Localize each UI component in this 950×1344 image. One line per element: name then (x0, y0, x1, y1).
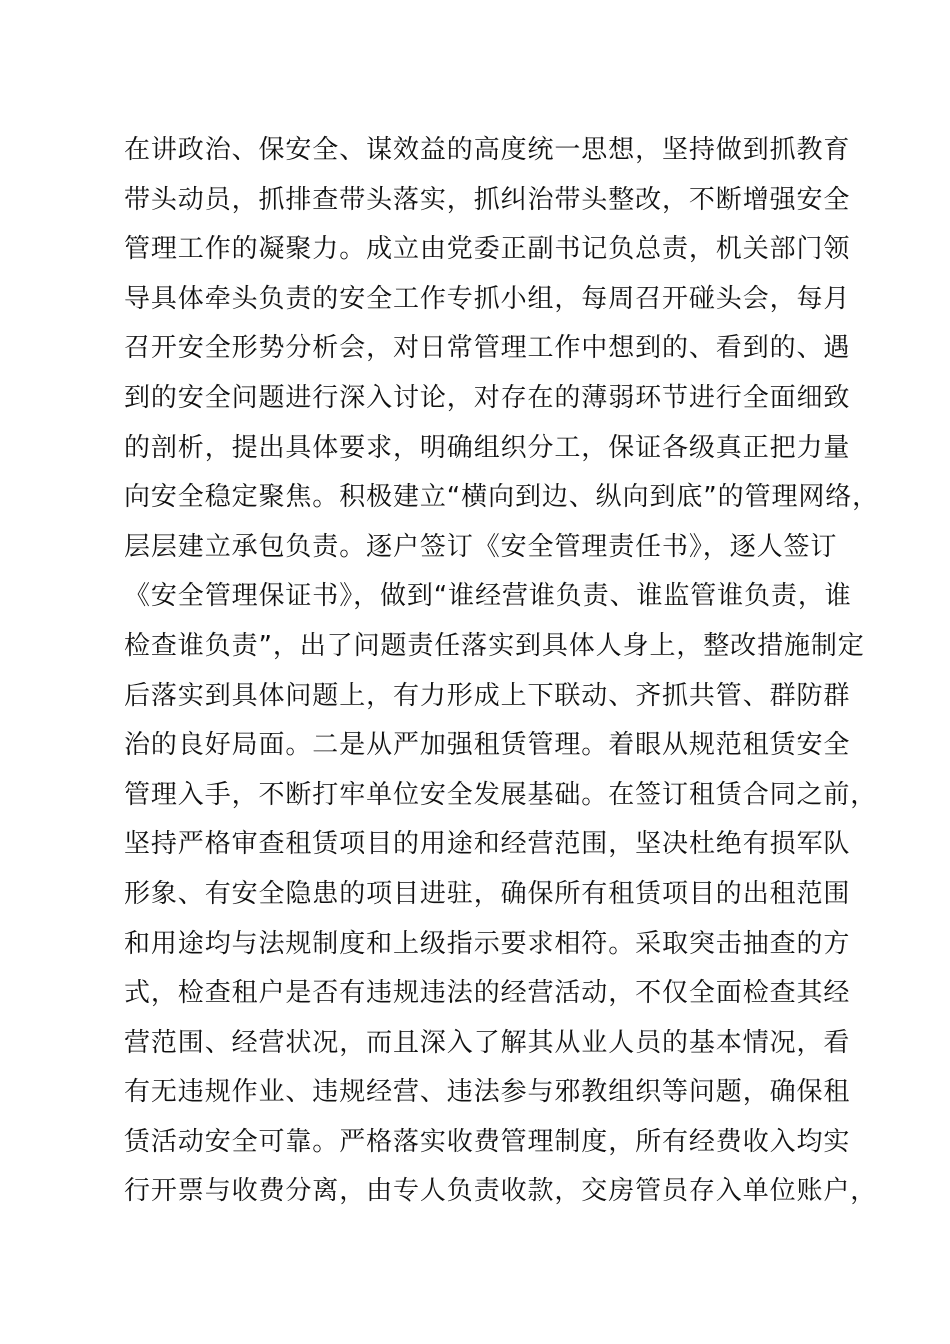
text-line: 赁活动安全可靠。严格落实收费管理制度，所有经费收入均实 (124, 1126, 851, 1157)
body-paragraph (124, 126, 880, 1217)
text-line: 向安全稳定聚焦。积极建立“横向到边、纵向到底”的管理网络， (124, 482, 880, 513)
text-line: 和用途均与法规制度和上级指示要求相符。采取突击抽查的方 (124, 928, 851, 959)
text-line: 召开安全形势分析会，对日常管理工作中想到的、看到的、遇 (124, 333, 851, 364)
text-line: 到的安全问题进行深入讨论，对存在的薄弱环节进行全面细致 (124, 382, 851, 413)
text-line: 管理工作的凝聚力。成立由党委正副书记负总责，机关部门领 (124, 234, 851, 265)
text-line: 后落实到具体问题上，有力形成上下联动、齐抓共管、群防群 (124, 680, 851, 711)
text-line: 的剖析，提出具体要求，明确组织分工，保证各级真正把力量 (124, 432, 851, 463)
text-line: 在讲政治、保安全、谋效益的高度统一思想，坚持做到抓教育 (124, 135, 851, 165)
text-line: 行开票与收费分离，由专人负责收款，交房管员存入单位账户， (124, 1176, 878, 1207)
text-line: 式，检查租户是否有违规违法的经营活动，不仅全面检查其经 (124, 978, 851, 1009)
text-line: 坚持严格审查租赁项目的用途和经营范围，坚决杜绝有损军队 (124, 829, 851, 860)
text-line: 营范围、经营状况，而且深入了解其从业人员的基本情况，看 (124, 1027, 851, 1058)
text-line: 导具体牵头负责的安全工作专抓小组，每周召开碰头会，每月 (124, 283, 851, 314)
text-line: 治的良好局面。二是从严加强租赁管理。着眼从规范租赁安全 (124, 730, 851, 761)
text-line: 形象、有安全隐患的项目进驻，确保所有租赁项目的出租范围 (124, 878, 851, 909)
text-line: 有无违规作业、违规经营、违法参与邪教组织等问题，确保租 (124, 1077, 851, 1108)
text-line: 管理入手，不断打牢单位安全发展基础。在签订租赁合同之前， (124, 779, 878, 810)
text-line: 检查谁负责”，出了问题责任落实到具体人身上，整改措施制定 (124, 630, 865, 661)
text-line: 《安全管理保证书》，做到“谁经营谁负责、谁监管谁负责，谁 (124, 581, 852, 612)
text-line: 带头动员，抓排查带头落实，抓纠治带头整改，不断增强安全 (124, 184, 851, 215)
text-line: 层层建立承包负责。逐户签订《安全管理责任书》，逐人签订 (124, 531, 838, 562)
